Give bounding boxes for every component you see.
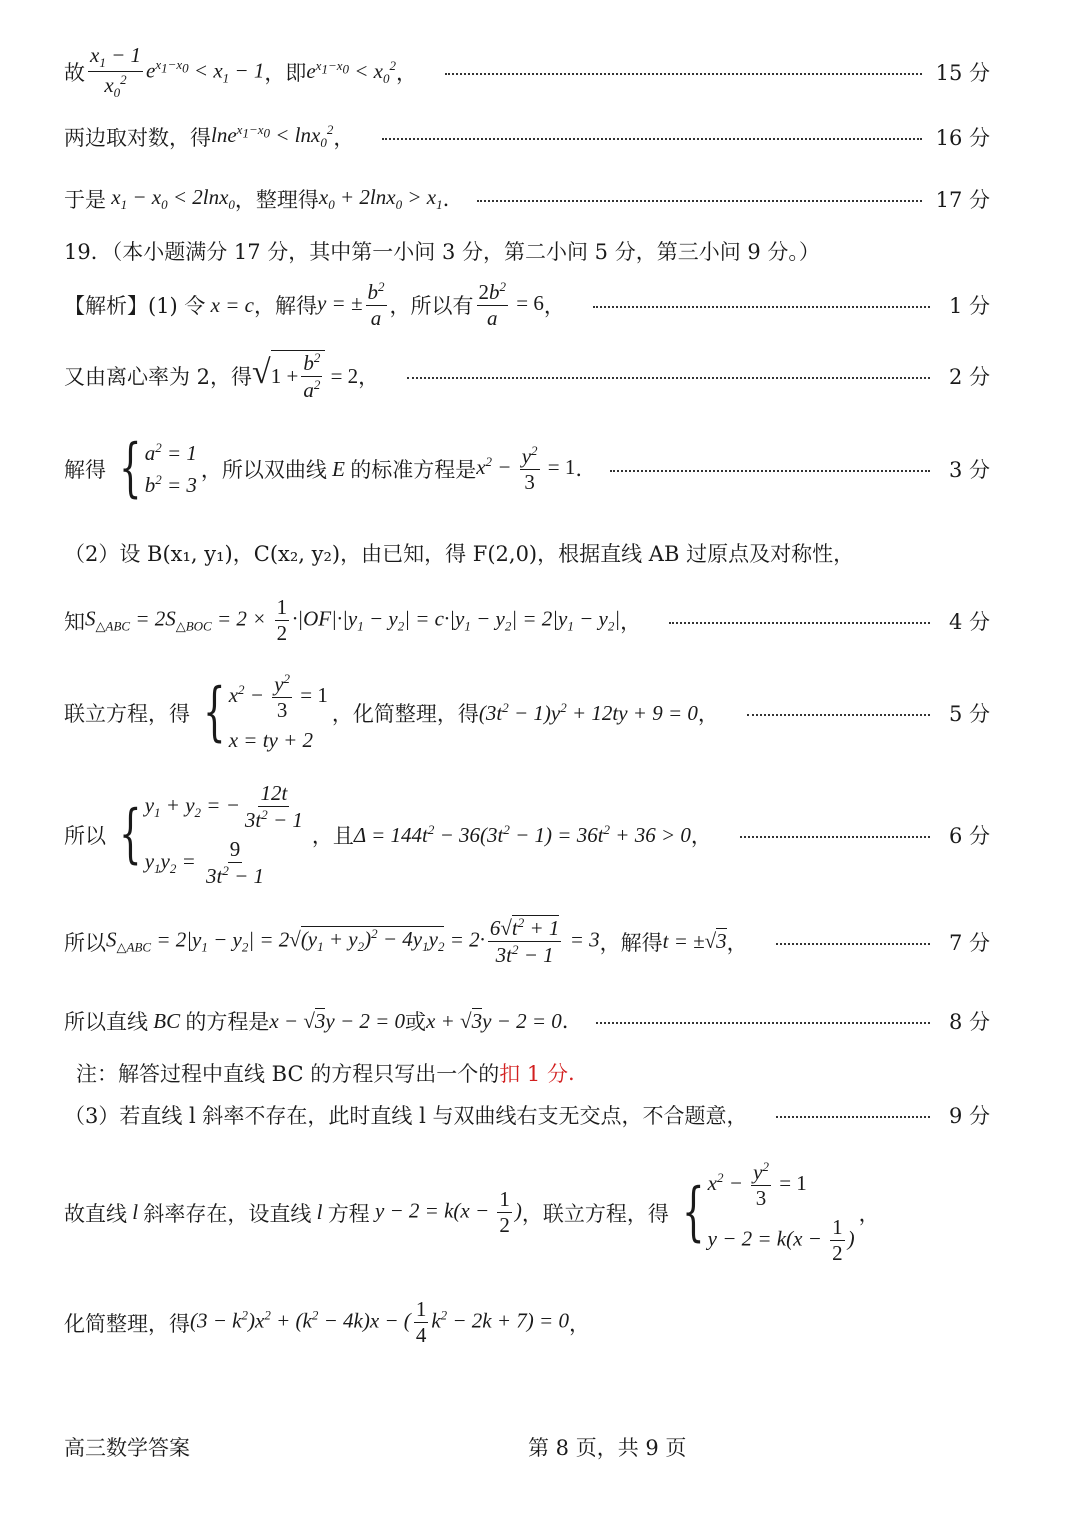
dot-leader — [776, 943, 930, 945]
footer-page-number: 第 8 页，共 9 页 — [528, 1436, 687, 1460]
score-label: 9 分 — [948, 1104, 990, 1128]
math-expression: $\frac{x_1 - 1}{x_0^2}$ $e^{x_1-x_0} < x_1 - 1$ — [90, 43, 265, 101]
answer-line-2: 又由离心率为 2，得 √ 1 + $\frac{b^2}{a^2}$ = 2 ， 2 分 — [64, 350, 990, 403]
score-label: 17 分 — [935, 188, 990, 212]
score-label: 6 分 — [948, 824, 990, 849]
dot-leader — [776, 1116, 931, 1118]
dot-leader — [593, 306, 930, 308]
answer-line-1: 【解析】(1) 令 x = c ，解得 y = ± $\frac{b^2}{a}$ ，所以有 $\frac{2b^2}{a}$ = 6 ， 1 分 — [64, 279, 990, 331]
answer-line-9: （3）若直线 l 斜率不存在，此时直线 l 与双曲线右支无交点，不合题意， 9 分 — [64, 1100, 990, 1130]
score-label: 3 分 — [948, 458, 990, 482]
math-expression: $(3t^2 - 1)y^2 + 12ty + 9 = 0$ — [478, 699, 698, 725]
math-expression: $\Delta = 144t^2 - 36(3t^2 - 1) = 36t^2 + 36 > 0$ — [353, 822, 691, 848]
math-expression: √ 1 + $\frac{b^2}{a^2}$ = 2 — [252, 350, 359, 403]
math-expression: $x_1 - x_0 < 2\ln x_0$ — [106, 184, 235, 213]
answer-line-slope: 故直线 l 斜率存在，设直线 l 方程 y − 2 = k(x − $\frac{1}{2}$ ) ，联立方程，得 { $x^2$ − $\frac{y^2}{3}$ = 1 y − 2 = k(x − $\frac{1}{2}$ ) ， — [64, 1159, 880, 1266]
score-label: 7 分 — [948, 930, 990, 955]
score-label: 8 分 — [948, 1010, 990, 1034]
answer-line-3: 解得 { $a^2 = 1$ $b^2 = 3$ ，所以双曲线 E 的标准方程是 $x^2$ − $\frac{y^2}{3}$ = 1 . 3 分 — [64, 431, 990, 506]
equation-system: { $x^2$ − $\frac{y^2}{3}$ = 1 y − 2 = k(x − $\frac{1}{2}$ ) — [682, 1159, 855, 1266]
answer-line-7: 所以 $S_{\triangle ABC} = 2|y_1 - y_2| = 2√(y_1 + y_2)^2 - 4y_1y_2 = 2\cdot$ $\frac{6√t^2 + 1}{3t^2 - 1}$ = 3 ，解得 t = ±√3 ， 7 分 — [64, 915, 990, 968]
dot-leader — [740, 836, 930, 838]
math-expression: y − 2 = k(x − $\frac{1}{2}$ ) — [369, 1187, 522, 1238]
math-expression: t = ±√3 — [662, 929, 727, 954]
dot-leader — [407, 377, 930, 379]
dot-leader — [596, 1022, 930, 1024]
line-prefix: 故 — [64, 61, 85, 86]
answer-line-4: 知 $S_{\triangle ABC} = 2S_{\triangle BOC} = 2$ × $\frac{1}{2}$ $\cdot|OF|\cdot|y_1 - y_2| = c\cdot|y_1 - y_2| = 2|y_1 - y_2|$ ， 4 分 — [64, 595, 990, 646]
equation-system: { $a^2 = 1$ $b^2 = 3$ — [119, 431, 197, 506]
dot-leader — [477, 200, 921, 202]
equation-system: { $y_1 + y_2$ = − $\frac{12t}{3t^2 - 1}$ $y_1y_2$ = $\frac{9}{3t^2 - 1}$ — [119, 781, 303, 889]
answer-line-16: 两边取对数，得 lne$^{x_1-x_0}$ < lnx$_0^2$ ， 16 分 — [64, 122, 990, 151]
grading-note: 注：解答过程中直线 BC 的方程只写出一个的 扣 1 分 . — [76, 1058, 990, 1088]
problem-19-heading: 19．（本小题满分 17 分，其中第一小问 3 分，第二小问 5 分，第三小问 9 分。） — [64, 240, 820, 264]
answer-line-15: 故 $\frac{x_1 - 1}{x_0^2}$ $e^{x_1-x_0} < x_1 - 1$ ，即 $e^{x_1-x_0} < x_0^2$ ， 15 分 — [64, 43, 990, 101]
answer-line-simplify: 化简整理，得 $(3 - k^2)x^2 + (k^2 - 4k)x$ − ( $\frac{1}{4}$ $k^2 - 2k + 7) = 0$ ， — [64, 1297, 590, 1348]
deduction-highlight: 扣 1 分 — [499, 1062, 568, 1086]
math-expression: $x_0 + 2\ln x_0 > x_1$ — [318, 184, 443, 213]
equation-system: { $x^2$ − $\frac{y^2}{3}$ = 1 x = ty + 2 — [203, 671, 328, 753]
score-label: 5 分 — [948, 701, 990, 726]
score-label: 4 分 — [948, 609, 990, 634]
score-label: 15 分 — [935, 61, 990, 86]
footer-subject: 高三数学答案 — [64, 1436, 190, 1460]
answer-line-5: 联立方程，得 { $x^2$ − $\frac{y^2}{3}$ = 1 x = ty + 2 ，化简整理，得 $(3t^2 - 1)y^2 + 12ty + 9 = 0$ ， 5 分 — [64, 671, 990, 753]
math-expression: x − √3y − 2 = 0 — [269, 1008, 406, 1033]
answer-line-17: 于是 $x_1 - x_0 < 2\ln x_0$ ，整理得 $x_0 + 2\ln x_0 > x_1$ . 17 分 — [64, 184, 990, 213]
math-expression: $S_{\triangle ABC} = 2S_{\triangle BOC} = 2$ × $\frac{1}{2}$ $\cdot|OF|\cdot|y_1 - y_2| = c\cdot|y_1 - y_2| = 2|y_1 - y_2|$ — [85, 595, 621, 646]
dot-leader — [382, 138, 921, 140]
math-expression: x = c — [205, 292, 254, 317]
score-label: 2 分 — [948, 365, 990, 390]
score-label: 16 分 — [935, 126, 990, 150]
dot-leader — [747, 714, 930, 716]
math-expression: $(3 - k^2)x^2 + (k^2 - 4k)x$ − ( $\frac{1}{4}$ $k^2 - 2k + 7) = 0$ — [190, 1297, 569, 1348]
dot-leader — [610, 470, 930, 472]
math-expression: $e^{x_1-x_0} < x_0^2$ — [306, 57, 396, 87]
math-expression: x + √3y − 2 = 0 — [426, 1008, 562, 1033]
math-expression: lne$^{x_1-x_0}$ < lnx$_0^2$ — [211, 122, 334, 151]
math-expression: $S_{\triangle ABC} = 2|y_1 - y_2| = 2√(y_1 + y_2)^2 - 4y_1y_2 = 2\cdot$ $\frac{6√t^2 + 1}{3t^2 - 1}$ = 3 — [106, 915, 600, 968]
score-label: 1 分 — [948, 294, 990, 319]
math-expression: $x^2$ − $\frac{y^2}{3}$ = 1 — [476, 442, 576, 494]
dot-leader — [445, 73, 922, 75]
answer-line-6: 所以 { $y_1 + y_2$ = − $\frac{12t}{3t^2 - 1}$ $y_1y_2$ = $\frac{9}{3t^2 - 1}$ ，且 $\Delta = 144t^2 - 36(3t^2 - 1) = 36t^2 + 36 > 0$ ， 6 分 — [64, 781, 990, 889]
dot-leader — [669, 622, 930, 624]
answer-line-8: 所以直线 BC 的方程是 x − √3y − 2 = 0 或 x + √3y − 2 = 0 . 8 分 — [64, 1006, 990, 1036]
math-expression: $\frac{2b^2}{a}$ = 6 — [478, 279, 544, 331]
math-expression: y = ± $\frac{b^2}{a}$ — [316, 279, 385, 331]
part-2-intro: （2）设 B(x₁, y₁)，C(x₂, y₂)，由已知，得 F(2,0)，根据直线 AB 过原点及对称性， — [64, 542, 855, 566]
